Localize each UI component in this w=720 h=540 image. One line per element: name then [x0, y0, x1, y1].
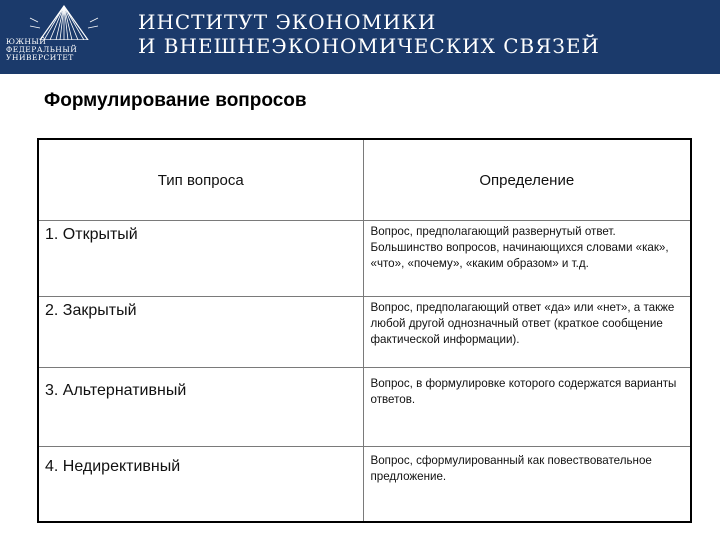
institute-title-line: И ВНЕШНЕЭКОНОМИЧЕСКИХ СВЯЗЕЙ	[138, 34, 600, 58]
header-banner	[0, 0, 720, 74]
page-title: Формулирование вопросов	[44, 90, 307, 111]
question-type-cell: 4. Недирективный	[38, 447, 363, 522]
definition-cell: Вопрос, сформулированный как повествовательное предложение.	[363, 447, 691, 522]
university-logo	[0, 0, 128, 74]
definition-cell: Вопрос, предполагающий ответ «да» или «нет», а также любой другой однозначный ответ (краткое сообщение фактической информации).	[363, 297, 691, 368]
logo-line: ФЕДЕРАЛЬНЫЙ	[6, 45, 78, 54]
question-type-cell: 3. Альтернативный	[38, 368, 363, 447]
table-row	[38, 447, 691, 522]
table-row	[38, 297, 691, 368]
institute-title-line: ИНСТИТУТ ЭКОНОМИКИ	[138, 10, 437, 34]
table-row	[38, 221, 691, 297]
logo-line: УНИВЕРСИТЕТ	[6, 53, 74, 62]
definition-cell: Вопрос, предполагающий развернутый ответ. Большинство вопросов, начинающихся словами «как», «что», «почему», «каким образом» и т.д.	[363, 221, 691, 297]
definition-cell: Вопрос, в формулировке которого содержатся варианты ответов.	[363, 368, 691, 447]
institute-title	[138, 10, 600, 58]
logo-line: ЮЖНЫЙ	[6, 37, 47, 46]
column-header-type: Тип вопроса	[38, 139, 363, 221]
table-row	[38, 368, 691, 447]
question-type-cell: 1. Открытый	[38, 221, 363, 297]
question-type-cell: 2. Закрытый	[38, 297, 363, 368]
question-types-table	[37, 138, 692, 523]
column-header-definition: Определение	[363, 139, 691, 221]
sunburst-logo-icon	[0, 0, 128, 40]
logo-caption	[6, 38, 122, 62]
table-header-row	[38, 139, 691, 221]
